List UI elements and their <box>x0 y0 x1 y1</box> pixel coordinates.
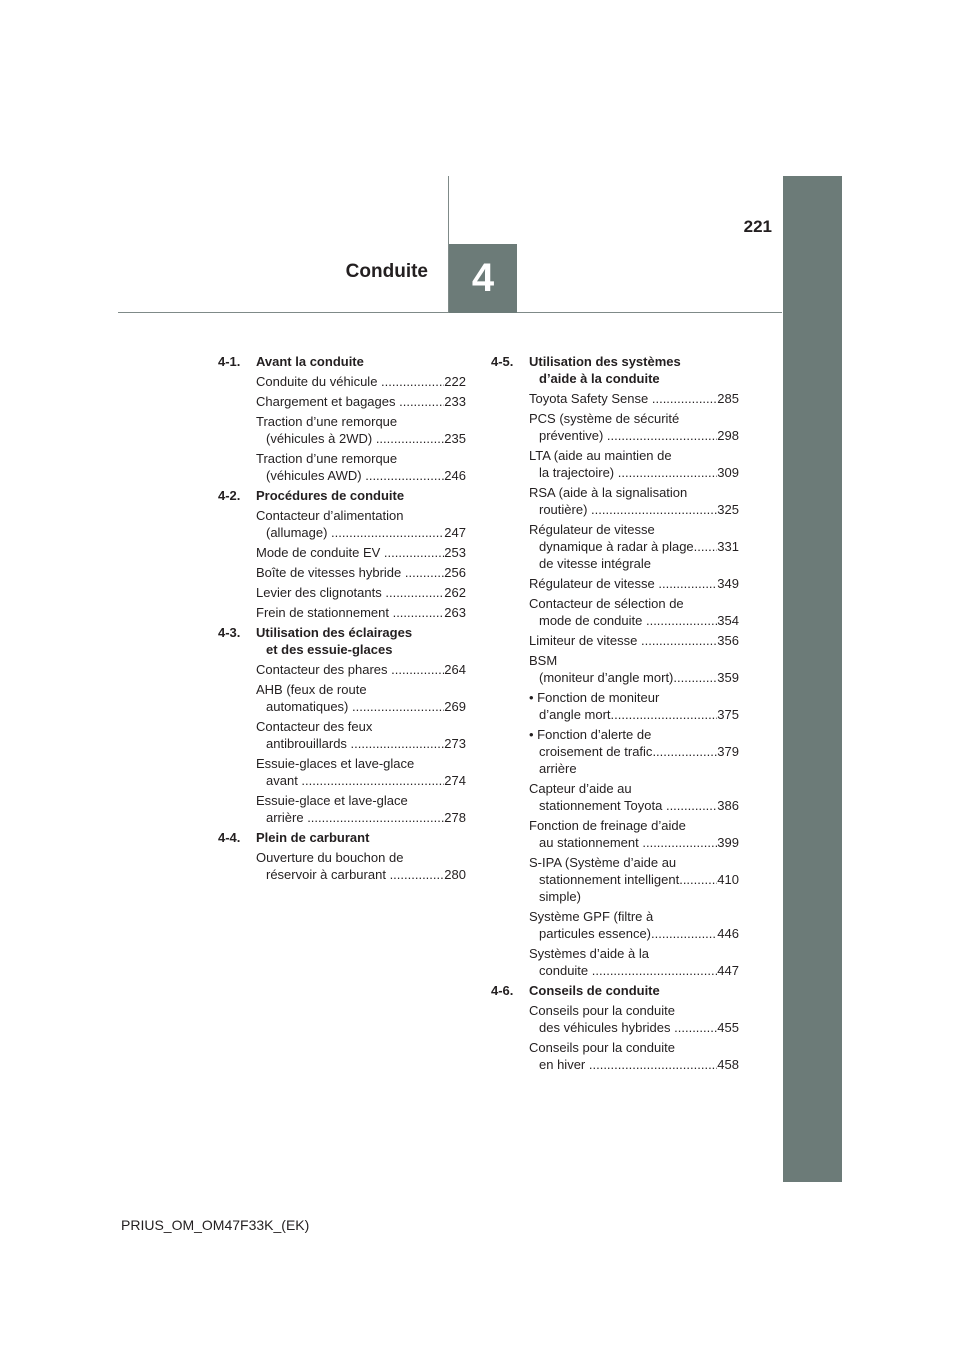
toc-dot-leader <box>674 1019 717 1036</box>
toc-entry[interactable] <box>529 945 739 979</box>
toc-dot-leader <box>642 834 717 851</box>
toc-entry-line <box>529 669 739 686</box>
toc-section <box>218 487 466 621</box>
toc-section-title: Avant la conduite <box>256 354 364 369</box>
toc-page-number[interactable]: 354 <box>717 613 739 628</box>
toc-entry-line <box>529 632 739 649</box>
toc-entry-line <box>529 797 739 814</box>
toc-entry-list <box>529 1002 739 1073</box>
chapter-side-tab <box>783 176 842 1182</box>
toc-entry-line <box>529 834 739 851</box>
toc-dot-leader <box>391 661 444 678</box>
toc-entry-text: Conduite du véhicule <box>256 374 382 389</box>
toc-section-number: 4-1. <box>218 354 241 369</box>
toc-entry-text: antibrouillards <box>266 736 351 751</box>
toc-entry-text: Conseils pour la conduite <box>529 1040 675 1055</box>
toc-page-number[interactable]: 222 <box>444 374 466 389</box>
toc-entry[interactable] <box>529 575 739 592</box>
toc-page-number[interactable]: 446 <box>717 926 739 941</box>
toc-entry-text: AHB (feux de route <box>256 682 367 697</box>
toc-entry-text: • Fonction de moniteur <box>529 690 660 705</box>
toc-entry-text: Contacteur de sélection de <box>529 596 684 611</box>
toc-entry-text: Boîte de vitesses hybride <box>256 565 405 580</box>
toc-page-number[interactable]: 375 <box>717 707 739 722</box>
toc-entry-text: avant <box>266 773 302 788</box>
toc-entry-line <box>529 501 739 518</box>
toc-page-number[interactable]: 256 <box>444 565 466 580</box>
toc-entry-line <box>529 925 739 942</box>
toc-entry[interactable] <box>256 507 466 541</box>
toc-entry-list <box>256 373 466 484</box>
toc-entry-line <box>529 538 739 572</box>
toc-dot-leader <box>679 871 717 888</box>
toc-entry-text: Ouverture du bouchon de <box>256 850 404 865</box>
toc-dot-leader <box>307 809 444 826</box>
page-number: 221 <box>743 217 772 236</box>
toc-dot-leader <box>611 706 718 723</box>
toc-entry-line <box>529 962 739 979</box>
toc-entry-line <box>529 612 739 629</box>
toc-entry-text: préventive) <box>539 428 607 443</box>
toc-entry-text: Systèmes d’aide à la <box>529 946 649 961</box>
toc-dot-leader <box>405 564 444 581</box>
toc-page-number[interactable]: 273 <box>444 736 466 751</box>
toc-entry[interactable] <box>529 780 739 814</box>
toc-entry-text: routière) <box>539 502 592 517</box>
toc-entry-text: la trajectoire) <box>539 465 618 480</box>
toc-page-number[interactable]: 447 <box>717 963 739 978</box>
toc-dot-leader <box>331 524 444 541</box>
toc-dot-leader <box>301 772 444 789</box>
toc-entry-line <box>256 373 466 390</box>
toc-entry-line <box>256 467 466 484</box>
toc-section-title: Plein de carburant <box>256 830 370 845</box>
toc-entry-list <box>529 390 739 979</box>
document-footer: PRIUS_OM_OM47F33K_(EK) <box>121 1217 310 1233</box>
toc-entry[interactable] <box>256 755 466 789</box>
toc-entry-text: PCS (système de sécurité <box>529 411 680 426</box>
toc-section-header <box>491 982 739 999</box>
toc-entry[interactable] <box>529 595 739 629</box>
toc-entry-text: stationnement intelligent simple) <box>539 872 680 904</box>
toc-entry[interactable] <box>256 792 466 826</box>
toc-section-number: 4-2. <box>218 488 241 503</box>
toc-entry-text: Frein de stationnement <box>256 605 393 620</box>
toc-page-number[interactable]: 331 <box>717 539 739 554</box>
toc-entry-line <box>256 430 466 447</box>
toc-entry[interactable] <box>529 447 739 481</box>
toc-entry-text: Contacteur des phares <box>256 662 392 677</box>
toc-entry-text: Fonction de freinage d’aide <box>529 818 686 833</box>
toc-section <box>218 624 466 826</box>
toc-entry[interactable] <box>256 373 466 390</box>
toc-entry-line <box>529 390 739 407</box>
toc-section-title: Utilisation des éclairages et des essuie-glaces <box>256 625 413 657</box>
toc-entry-line <box>256 544 466 561</box>
toc-entry-line <box>529 1056 739 1073</box>
toc-entry-text: Limiteur de vitesse <box>529 633 641 648</box>
toc-entry[interactable] <box>529 908 739 942</box>
toc-dot-leader <box>365 467 444 484</box>
toc-dot-leader <box>591 501 717 518</box>
toc-entry-line <box>256 604 466 621</box>
toc-entry[interactable] <box>256 681 466 715</box>
toc-entry-text: Contacteur des feux <box>256 719 373 734</box>
toc-section-header <box>218 624 466 658</box>
toc-entry-text: Traction d’une remorque <box>256 414 398 429</box>
toc-entry-text: (allumage) <box>266 525 332 540</box>
toc-entry[interactable] <box>256 718 466 752</box>
toc-dot-leader <box>607 427 717 444</box>
toc-entry-text: particules essence) <box>539 926 651 941</box>
toc-entry-text: au stationnement <box>539 835 643 850</box>
toc-entry[interactable] <box>256 564 466 581</box>
toc-entry-line <box>256 564 466 581</box>
toc-entry-text: Mode de conduite EV <box>256 545 384 560</box>
toc-entry[interactable] <box>256 393 466 410</box>
toc-entry[interactable] <box>529 652 739 686</box>
toc-page-number[interactable]: 349 <box>717 576 739 591</box>
toc-entry-text: d’angle mort <box>539 707 611 722</box>
toc-entry-text: Contacteur d’alimentation <box>256 508 404 523</box>
toc-dot-leader <box>393 604 445 621</box>
toc-dot-leader <box>652 390 717 407</box>
toc-entry-text: Conseils pour la conduite <box>529 1003 675 1018</box>
toc-entry-line <box>529 1019 739 1036</box>
toc-entry-text: Régulateur de vitesse <box>529 576 659 591</box>
toc-entry-text: LTA (aide au maintien de <box>529 448 672 463</box>
toc-page-number[interactable]: 399 <box>717 835 739 850</box>
toc-entry-line <box>529 871 739 905</box>
toc-entry-line <box>256 866 466 883</box>
toc-dot-leader <box>694 538 718 555</box>
toc-section-title: Procédures de conduite <box>256 488 405 503</box>
toc-entry-text: des véhicules hybrides <box>539 1020 675 1035</box>
toc-entry-text: (véhicules à 2WD) <box>266 431 376 446</box>
toc-entry[interactable] <box>256 661 466 678</box>
toc-entry-text: réservoir à carburant <box>266 867 390 882</box>
toc-section <box>491 353 739 979</box>
toc-entry-text: (véhicules AWD) <box>266 468 366 483</box>
toc-page-number[interactable]: 233 <box>444 394 466 409</box>
toc-entry[interactable] <box>529 726 739 777</box>
toc-page-number[interactable]: 278 <box>444 810 466 825</box>
toc-entry-line <box>256 584 466 601</box>
toc-entry-line <box>256 524 466 541</box>
toc-dot-leader <box>384 544 444 561</box>
toc-entry-text: conduite <box>539 963 592 978</box>
toc-page-number[interactable]: 263 <box>444 605 466 620</box>
toc-entry-text: arrière <box>266 810 308 825</box>
toc-entry-list <box>256 661 466 826</box>
toc-entry-text: (moniteur d’angle mort) <box>539 670 674 685</box>
toc-dot-leader <box>673 669 717 686</box>
toc-dot-leader <box>390 866 445 883</box>
toc-entry[interactable] <box>529 854 739 905</box>
toc-page-number[interactable]: 285 <box>717 391 739 406</box>
toc-entry-text: Régulateur de vitesse <box>529 522 655 537</box>
toc-entry-text: Essuie-glace et lave-glace <box>256 793 408 808</box>
toc-entry[interactable] <box>256 544 466 561</box>
toc-entry-text: Capteur d’aide au <box>529 781 632 796</box>
toc-entry-line <box>529 464 739 481</box>
toc-dot-leader <box>352 698 444 715</box>
toc-entry-text: Système GPF (filtre à <box>529 909 654 924</box>
toc-entry-line <box>256 393 466 410</box>
toc-section-header <box>491 353 739 387</box>
toc-entry-text: croisement de trafic arrière <box>539 744 653 776</box>
toc-entry-text: RSA (aide à la signalisation <box>529 485 688 500</box>
toc-section <box>218 353 466 484</box>
toc-entry-line <box>256 772 466 789</box>
toc-entry[interactable] <box>256 450 466 484</box>
toc-dot-leader <box>589 1056 717 1073</box>
toc-section-number: 4-3. <box>218 625 241 640</box>
toc-entry-text: stationnement Toyota <box>539 798 666 813</box>
toc-page-number[interactable]: 264 <box>444 662 466 677</box>
toc-page-number[interactable]: 246 <box>444 468 466 483</box>
toc-dot-leader <box>651 925 717 942</box>
toc-dot-leader <box>618 464 718 481</box>
toc-entry-text: automatiques) <box>266 699 352 714</box>
toc-entry[interactable] <box>529 817 739 851</box>
toc-page-number[interactable]: 253 <box>444 545 466 560</box>
toc-dot-leader <box>376 430 444 447</box>
toc-entry-text: Toyota Safety Sense <box>529 391 652 406</box>
toc-entry-text: • Fonction d’alerte de <box>529 727 652 742</box>
toc-section <box>218 829 466 883</box>
toc-page-number[interactable]: 386 <box>717 798 739 813</box>
toc-section-title: Conseils de conduite <box>529 983 660 998</box>
toc-page-number[interactable]: 262 <box>444 585 466 600</box>
toc-entry-text: Traction d’une remorque <box>256 451 398 466</box>
toc-page-number[interactable]: 458 <box>717 1057 739 1072</box>
toc-entry-text: BSM <box>529 653 558 668</box>
toc-page-number[interactable]: 325 <box>717 502 739 517</box>
toc-entry-list <box>256 849 466 883</box>
toc-entry[interactable] <box>529 1002 739 1036</box>
toc-entry[interactable] <box>529 390 739 407</box>
toc-entry[interactable] <box>256 413 466 447</box>
toc-section-number: 4-6. <box>491 983 514 998</box>
toc-left-column <box>218 353 466 886</box>
toc-page-number[interactable]: 247 <box>444 525 466 540</box>
toc-dot-leader <box>385 584 444 601</box>
toc-page-number[interactable]: 309 <box>717 465 739 480</box>
toc-entry-text: Levier des clignotants <box>256 585 386 600</box>
toc-page-number[interactable]: 269 <box>444 699 466 714</box>
toc-entry-line <box>529 743 739 777</box>
toc-page-number[interactable]: 298 <box>717 428 739 443</box>
toc-entry[interactable] <box>529 1039 739 1073</box>
toc-page-number[interactable]: 455 <box>717 1020 739 1035</box>
toc-entry[interactable] <box>256 604 466 621</box>
toc-section <box>491 982 739 1073</box>
toc-entry-text: en hiver <box>539 1057 589 1072</box>
toc-entry[interactable] <box>529 632 739 649</box>
toc-page-number[interactable]: 280 <box>444 867 466 882</box>
toc-entry-list <box>256 507 466 621</box>
toc-dot-leader <box>652 743 717 760</box>
toc-page-number[interactable]: 274 <box>444 773 466 788</box>
toc-section-number: 4-5. <box>491 354 514 369</box>
toc-entry-line <box>529 575 739 592</box>
toc-dot-leader <box>641 632 717 649</box>
toc-page-number[interactable]: 410 <box>717 872 739 887</box>
toc-page-number[interactable]: 359 <box>717 670 739 685</box>
toc-section-header <box>218 353 466 370</box>
toc-entry-text: Chargement et bagages <box>256 394 400 409</box>
toc-section-title: Utilisation des systèmes d’aide à la conduite <box>529 354 681 386</box>
toc-page-number[interactable]: 379 <box>717 744 739 759</box>
toc-right-column <box>491 353 739 1076</box>
toc-entry-text: dynamique à radar à plage de vitesse intégrale <box>539 539 694 571</box>
toc-entry-text: Essuie-glaces et lave-glace <box>256 756 415 771</box>
toc-entry-line <box>256 809 466 826</box>
toc-dot-leader <box>592 962 718 979</box>
toc-entry-line <box>529 706 739 723</box>
toc-entry-line <box>256 735 466 752</box>
toc-entry[interactable] <box>529 484 739 518</box>
toc-entry-line <box>529 427 739 444</box>
toc-entry-line <box>256 661 466 678</box>
toc-section-number: 4-4. <box>218 830 241 845</box>
toc-dot-leader <box>351 735 445 752</box>
toc-page-number[interactable]: 356 <box>717 633 739 648</box>
chapter-title: Conduite <box>345 261 428 282</box>
chapter-number-box: 4 <box>449 244 517 313</box>
toc-dot-leader <box>381 373 444 390</box>
toc-dot-leader <box>666 797 717 814</box>
toc-dot-leader <box>399 393 444 410</box>
toc-entry[interactable] <box>256 584 466 601</box>
toc-section-header <box>218 487 466 504</box>
toc-page-number[interactable]: 235 <box>444 431 466 446</box>
toc-entry[interactable] <box>529 410 739 444</box>
toc-entry[interactable] <box>529 689 739 723</box>
toc-entry[interactable] <box>256 849 466 883</box>
toc-dot-leader <box>658 575 717 592</box>
toc-section-header <box>218 829 466 846</box>
toc-entry-text: mode de conduite <box>539 613 646 628</box>
toc-entry-text: S-IPA (Système d’aide au <box>529 855 677 870</box>
toc-entry-line <box>256 698 466 715</box>
toc-entry[interactable] <box>529 521 739 572</box>
toc-dot-leader <box>646 612 717 629</box>
